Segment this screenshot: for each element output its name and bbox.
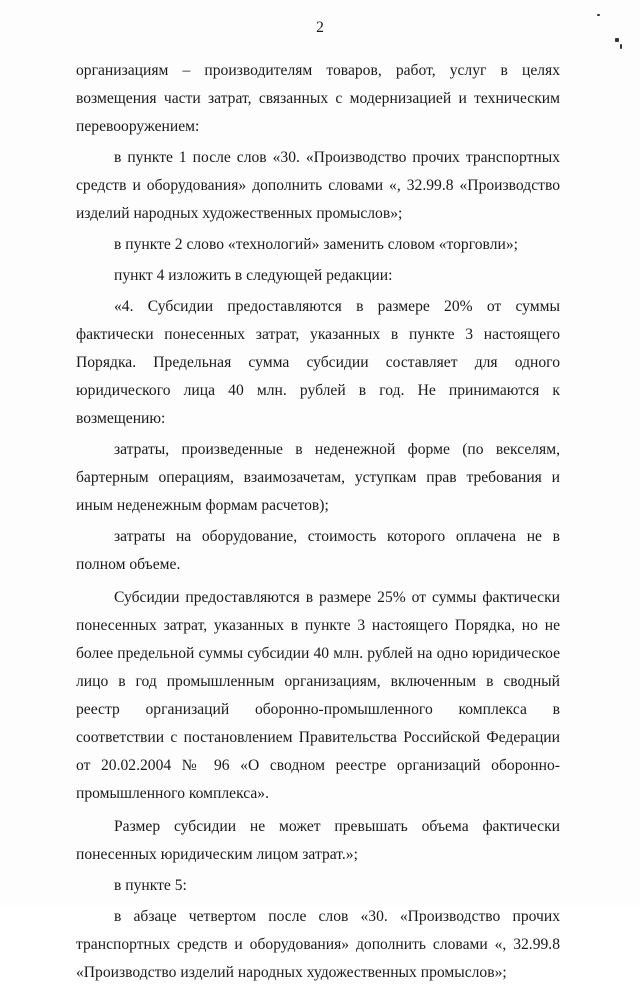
scan-speck xyxy=(620,44,622,49)
scan-speck xyxy=(615,38,619,42)
paragraph: Размер субсидии не может превышать объема фактически понесенных юридическим лицом затрат.»; xyxy=(76,818,560,863)
document-body xyxy=(76,57,560,990)
paragraph: затраты, произведенные в неденежной форме (по векселям, бартерным операциям, взаимозачетам, уступкам прав требования и иным неденежным формам расчетов); xyxy=(76,441,560,514)
paragraph: пункт 4 изложить в следующей редакции: xyxy=(114,267,393,284)
page-number: 2 xyxy=(316,19,324,36)
paragraph: в пункте 2 слово «технологий» заменить словом «торговли»; xyxy=(114,236,518,253)
paragraph: «4. Субсидии предоставляются в размере 20% от суммы фактически понесенных затрат, указанных в пункте 3 настоящего Порядка. Предельная сумма субсидии составляет для одного юридического лица 40 млн. рублей в год. Не принимаются к возмещению: xyxy=(76,298,560,427)
paragraph: в пункте 1 после слов «30. «Производство прочих транспортных средств и оборудования» дополнить словами «, 32.99.8 «Производство изделий народных художественных промыслов»; xyxy=(76,149,560,222)
paragraph: в пункте 5: xyxy=(114,877,187,894)
paragraph: в абзаце четвертом после слов «30. «Производство прочих транспортных средств и оборудования» дополнить словами «, 32.99.8 «Производство изделий народных художественных промыслов»; xyxy=(76,908,560,981)
paragraph: затраты на оборудование, стоимость которого оплачена не в полном объеме. xyxy=(76,528,560,573)
scan-speck xyxy=(597,14,600,16)
paragraph: организациям – производителям товаров, работ, услуг в целях возмещения части затрат, связанных с модернизацией и техническим перевооружением: xyxy=(76,62,560,135)
paragraph: Субсидии предоставляются в размере 25% от суммы фактически понесенных затрат, указанных в пункте 3 настоящего Порядка, но не более предельной суммы субсидии 40 млн. рублей на одно юридическое лицо в год промышленным организациям, включенным в сводный реестр организаций оборонно-промышленного комплекса в соответствии с постановлением Правительства Российской Федерации от 20.02.2004 № 96 «О сводном реестре организаций оборонно-промышленного комплекса». xyxy=(76,589,560,802)
